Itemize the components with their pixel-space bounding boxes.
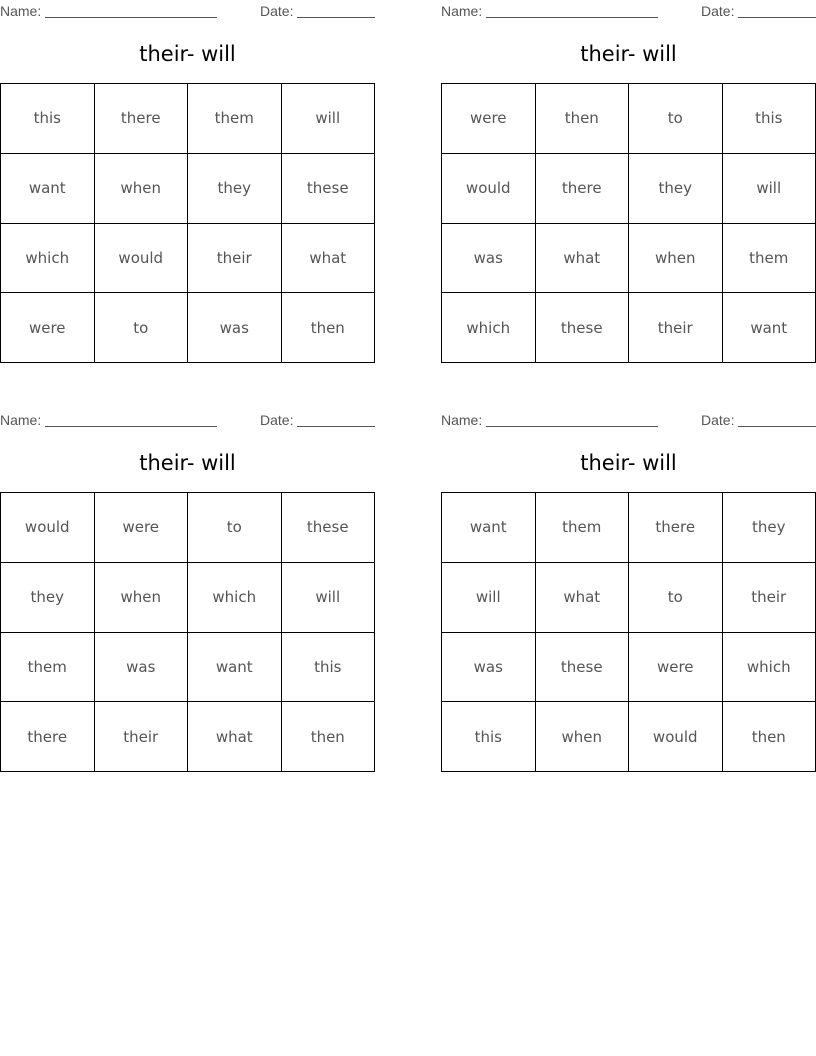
word-cell[interactable]: will — [282, 84, 376, 154]
date-label: Date: — [260, 412, 294, 428]
word-cell[interactable]: to — [629, 563, 723, 633]
word-cell[interactable]: these — [282, 154, 376, 224]
word-cell[interactable]: would — [629, 702, 723, 772]
word-cell[interactable]: them — [1, 633, 95, 703]
word-cell[interactable]: will — [282, 563, 376, 633]
bingo-card-4 — [441, 409, 816, 746]
word-cell[interactable]: will — [723, 154, 816, 224]
word-cell[interactable]: what — [282, 224, 376, 294]
word-cell[interactable]: their — [629, 293, 723, 363]
word-cell[interactable]: when — [629, 224, 723, 294]
date-blank[interactable] — [297, 17, 375, 18]
word-cell[interactable]: they — [188, 154, 282, 224]
word-cell[interactable]: then — [282, 702, 376, 772]
card-header — [441, 409, 816, 431]
word-cell[interactable]: them — [723, 224, 816, 294]
word-cell[interactable]: when — [95, 563, 189, 633]
card-title: their- will — [580, 451, 677, 475]
word-cell[interactable]: was — [442, 224, 536, 294]
word-cell[interactable]: want — [1, 154, 95, 224]
name-blank[interactable] — [486, 426, 658, 427]
name-blank[interactable] — [486, 17, 658, 18]
date-label: Date: — [701, 3, 735, 19]
word-cell[interactable]: their — [95, 702, 189, 772]
card-header — [441, 0, 816, 22]
word-cell[interactable]: which — [723, 633, 816, 703]
word-cell[interactable]: what — [536, 563, 630, 633]
word-cell[interactable]: were — [442, 84, 536, 154]
name-label: Name: — [441, 3, 483, 19]
name-label: Name: — [0, 3, 42, 19]
name-label: Name: — [0, 412, 42, 428]
word-cell[interactable]: them — [536, 493, 630, 563]
word-grid — [0, 83, 375, 363]
date-blank[interactable] — [738, 426, 816, 427]
word-cell[interactable]: these — [536, 293, 630, 363]
word-cell[interactable]: want — [442, 493, 536, 563]
card-title: their- will — [139, 451, 236, 475]
word-cell[interactable]: when — [95, 154, 189, 224]
word-cell[interactable]: would — [95, 224, 189, 294]
word-cell[interactable]: want — [723, 293, 816, 363]
date-label: Date: — [701, 412, 735, 428]
card-title: their- will — [580, 42, 677, 66]
word-cell[interactable]: this — [723, 84, 816, 154]
bingo-card-1 — [0, 0, 375, 337]
word-cell[interactable]: then — [723, 702, 816, 772]
name-blank[interactable] — [45, 17, 217, 18]
word-cell[interactable]: there — [536, 154, 630, 224]
word-grid — [0, 492, 375, 772]
word-cell[interactable]: to — [629, 84, 723, 154]
word-cell[interactable]: was — [188, 293, 282, 363]
card-title: their- will — [139, 42, 236, 66]
word-cell[interactable]: them — [188, 84, 282, 154]
word-cell[interactable]: these — [282, 493, 376, 563]
word-cell[interactable]: want — [188, 633, 282, 703]
word-cell[interactable]: which — [442, 293, 536, 363]
word-cell[interactable]: this — [442, 702, 536, 772]
word-cell[interactable]: what — [188, 702, 282, 772]
word-cell[interactable]: their — [723, 563, 816, 633]
word-cell[interactable]: there — [629, 493, 723, 563]
word-cell[interactable]: their — [188, 224, 282, 294]
date-label: Date: — [260, 3, 294, 19]
word-cell[interactable]: these — [536, 633, 630, 703]
word-cell[interactable]: were — [1, 293, 95, 363]
word-cell[interactable]: will — [442, 563, 536, 633]
name-label: Name: — [441, 412, 483, 428]
word-cell[interactable]: then — [536, 84, 630, 154]
word-cell[interactable]: to — [95, 293, 189, 363]
word-grid — [441, 492, 816, 772]
word-cell[interactable]: then — [282, 293, 376, 363]
date-blank[interactable] — [297, 426, 375, 427]
word-cell[interactable]: they — [723, 493, 816, 563]
name-blank[interactable] — [45, 426, 217, 427]
word-cell[interactable]: was — [95, 633, 189, 703]
word-cell[interactable]: would — [1, 493, 95, 563]
word-cell[interactable]: they — [1, 563, 95, 633]
word-cell[interactable]: was — [442, 633, 536, 703]
word-cell[interactable]: which — [1, 224, 95, 294]
card-header — [0, 0, 375, 22]
word-cell[interactable]: there — [1, 702, 95, 772]
card-header — [0, 409, 375, 431]
word-cell[interactable]: there — [95, 84, 189, 154]
word-cell[interactable]: were — [629, 633, 723, 703]
word-cell[interactable]: they — [629, 154, 723, 224]
word-cell[interactable]: what — [536, 224, 630, 294]
bingo-card-2 — [441, 0, 816, 337]
word-cell[interactable]: to — [188, 493, 282, 563]
word-cell[interactable]: which — [188, 563, 282, 633]
word-cell[interactable]: were — [95, 493, 189, 563]
word-grid — [441, 83, 816, 363]
date-blank[interactable] — [738, 17, 816, 18]
word-cell[interactable]: would — [442, 154, 536, 224]
word-cell[interactable]: when — [536, 702, 630, 772]
word-cell[interactable]: this — [1, 84, 95, 154]
bingo-card-3 — [0, 409, 375, 746]
word-cell[interactable]: this — [282, 633, 376, 703]
